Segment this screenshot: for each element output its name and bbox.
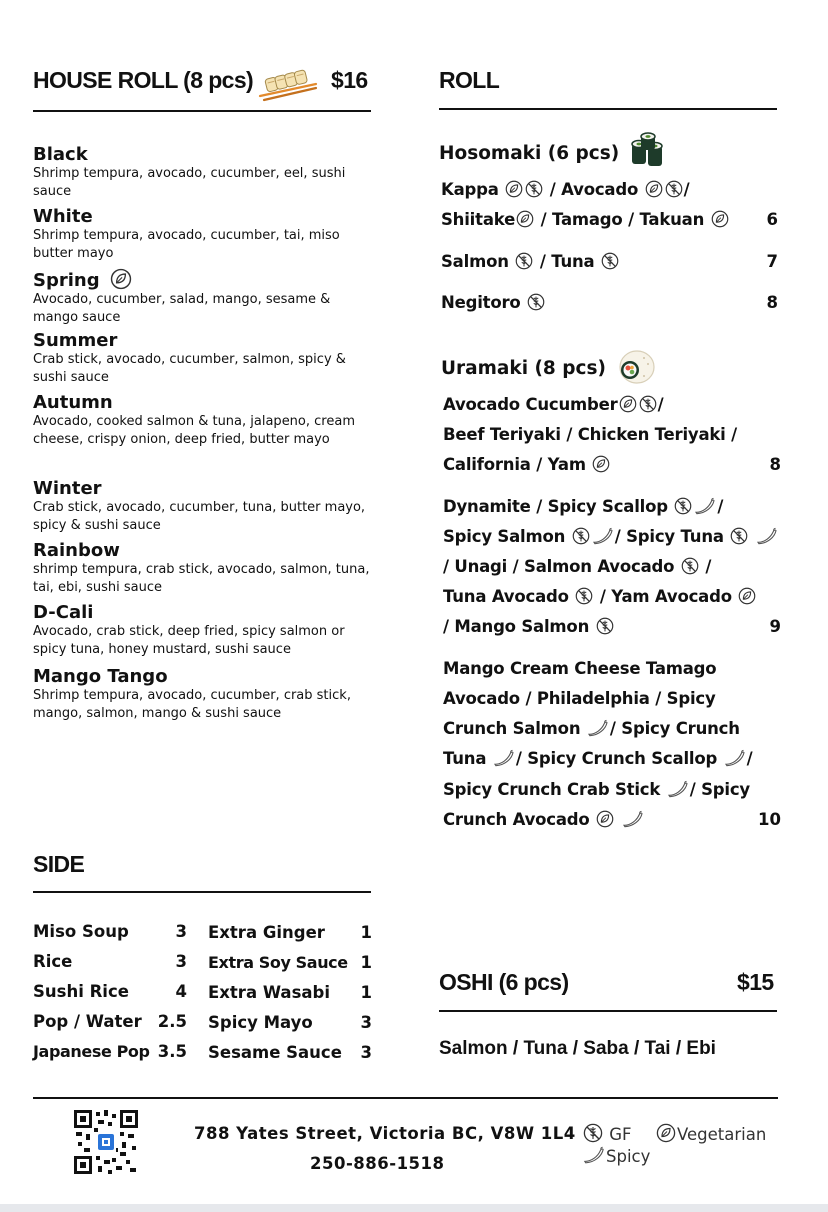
hosomaki-price-2: 7	[766, 252, 778, 271]
spicy-icon	[583, 1145, 605, 1165]
spicy-icon	[756, 527, 778, 545]
gluten-free-icon	[525, 180, 543, 198]
gluten-free-icon	[575, 587, 593, 605]
uramaki-line-10: Avocado / Philadelphia / Spicy	[443, 689, 716, 708]
item-name: D-Cali	[33, 602, 94, 623]
spicy-icon	[622, 810, 644, 828]
item-spicy-crunch-scallop: / Spicy Crunch Scallop	[515, 749, 718, 768]
item-spicy-salmon: Spicy Salmon	[443, 527, 566, 546]
item-tuna-avocado: Tuna Avocado	[443, 587, 569, 606]
side-item-price: 3.5	[157, 1042, 187, 1061]
item-negitoro: Negitoro	[441, 293, 521, 312]
gluten-free-icon	[596, 617, 614, 635]
item-tuna: / Tuna	[539, 252, 595, 271]
separator: /	[746, 749, 753, 768]
item-description: Crab stick, avocado, cucumber, salmon, spicy & sushi sauce	[33, 352, 346, 385]
gluten-free-icon	[601, 252, 619, 270]
item-salmon: Salmon	[441, 252, 509, 271]
spicy-icon	[592, 527, 614, 545]
item-description: Shrimp tempura, avocado, cucumber, eel, sushi sauce	[33, 166, 346, 199]
side-item-name: Extra Wasabi	[208, 983, 330, 1002]
vegetarian-icon	[711, 210, 729, 228]
item-name: Rainbow	[33, 540, 120, 561]
oshi-items: Salmon / Tuna / Saba / Tai / Ebi	[439, 1038, 716, 1059]
item-description: Shrimp tempura, avocado, cucumber, crab stick, mango, salmon, mango & sushi sauce	[33, 688, 351, 721]
item-avocado-cucumber: Avocado Cucumber	[443, 395, 618, 414]
hosomaki-title: Hosomaki (6 pcs)	[439, 143, 620, 164]
vegetarian-icon	[505, 180, 523, 198]
uramaki-line-8	[443, 617, 615, 636]
item-dynamite-scallop: Dynamite / Spicy Scallop	[443, 497, 668, 516]
side-item-name: Sushi Rice	[33, 982, 129, 1001]
uramaki-line-6	[443, 557, 711, 576]
item-crunch-salmon: Crunch Salmon	[443, 719, 581, 738]
gluten-free-icon	[583, 1123, 603, 1143]
gluten-free-icon	[572, 527, 590, 545]
footer-phone: 250-886-1518	[310, 1154, 445, 1173]
gluten-free-icon	[639, 395, 657, 413]
item-name: Summer	[33, 330, 118, 351]
side-item-name: Sesame Sauce	[208, 1043, 342, 1062]
item-description: Avocado, crab stick, deep fried, spicy salmon or spicy tuna, honey mustard, sushi sauce	[33, 624, 345, 657]
hosomaki-line-4	[441, 293, 546, 312]
item-yam-avocado: / Yam Avocado	[599, 587, 732, 606]
vegetarian-icon	[596, 810, 614, 828]
uramaki-roll-icon	[614, 348, 656, 386]
side-item-price: 1	[360, 923, 372, 942]
side-item-name: Japanese Pop	[33, 1042, 150, 1061]
uramaki-line-5	[443, 527, 779, 546]
side-item-name: Extra Ginger	[208, 923, 325, 942]
house-roll-item	[33, 206, 378, 268]
house-roll-list	[33, 144, 378, 722]
item-tuna: Tuna	[443, 749, 487, 768]
separator: /	[657, 395, 664, 414]
item-shiitake: Shiitake	[441, 210, 516, 229]
separator: /	[683, 180, 690, 199]
gluten-free-icon	[730, 527, 748, 545]
hosomaki-line-1	[441, 180, 689, 199]
qr-code-icon[interactable]	[74, 1110, 138, 1174]
uramaki-line-9: Mango Cream Cheese Tamago	[443, 659, 717, 678]
vegetarian-icon	[656, 1123, 676, 1143]
vegetarian-icon	[619, 395, 637, 413]
vegetarian-icon	[738, 587, 756, 605]
vegetarian-icon	[516, 210, 534, 228]
item-description: Avocado, cucumber, salad, mango, sesame & mango sauce	[33, 292, 331, 325]
separator: /	[705, 557, 712, 576]
item-description: Shrimp tempura, avocado, cucumber, tai, miso butter mayo	[33, 228, 340, 261]
item-unagi-salmon-avocado: / Unagi / Salmon Avocado	[443, 557, 675, 576]
gluten-free-icon	[515, 252, 533, 270]
oshi-price: $15	[737, 969, 774, 995]
oshi-title: OSHI (6 pcs)	[439, 969, 569, 995]
item-crunch-avocado: Crunch Avocado	[443, 810, 590, 829]
gluten-free-icon	[674, 497, 692, 515]
house-roll-divider	[33, 110, 371, 112]
item-kappa: Kappa	[441, 180, 499, 199]
item-name: Spring	[33, 270, 100, 291]
uramaki-price-2: 9	[769, 617, 781, 636]
item-description: Avocado, cooked salmon & tuna, jalapeno, cream cheese, crispy onion, deep fried, butter mayo	[33, 414, 355, 447]
side-item-name: Miso Soup	[33, 922, 129, 941]
gluten-free-icon	[527, 293, 545, 311]
uramaki-line-7	[443, 587, 757, 606]
hosomaki-price-3: 8	[766, 293, 778, 312]
hosomaki-price-1: 6	[766, 210, 778, 229]
item-name: Black	[33, 144, 88, 165]
side-item-price: 3	[175, 952, 187, 971]
item-tamago-takuan: / Tamago / Takuan	[540, 210, 705, 229]
spicy-icon	[587, 719, 609, 737]
house-roll-title: HOUSE ROLL (8 pcs)	[33, 67, 254, 93]
item-spicy-tuna: / Spicy Tuna	[614, 527, 724, 546]
item-name: Autumn	[33, 392, 113, 413]
uramaki-price-3: 10	[758, 810, 781, 829]
spicy-icon	[493, 749, 515, 767]
item-name: White	[33, 206, 93, 227]
item-description: Crab stick, avocado, cucumber, tuna, butter mayo, spicy & sushi sauce	[33, 500, 366, 533]
hosomaki-line-2	[441, 210, 730, 229]
house-roll-price: $16	[331, 67, 368, 93]
item-name: Mango Tango	[33, 666, 168, 687]
uramaki-line-13	[443, 780, 750, 799]
item-spicy-crunch: / Spicy Crunch	[609, 719, 740, 738]
roll-title: ROLL	[439, 67, 500, 93]
item-california-yam: California / Yam	[443, 455, 586, 474]
house-roll-item	[33, 478, 378, 540]
uramaki-line-14	[443, 810, 645, 829]
house-roll-item	[33, 268, 378, 330]
house-roll-item	[33, 540, 378, 602]
hosomaki-line-3	[441, 252, 620, 271]
side-item-price: 3	[360, 1043, 372, 1062]
legend-gf-label: GF	[609, 1125, 632, 1144]
item-spicy: / Spicy	[689, 780, 750, 799]
oshi-divider	[439, 1010, 777, 1012]
uramaki-line-12	[443, 749, 752, 768]
legend-gf	[582, 1123, 632, 1144]
separator: /	[717, 497, 724, 516]
gluten-free-icon	[665, 180, 683, 198]
side-item-price: 3	[360, 1013, 372, 1032]
item-name: Winter	[33, 478, 102, 499]
side-item-price: 3	[175, 922, 187, 941]
house-roll-item	[33, 392, 378, 478]
item-avocado: / Avocado	[549, 180, 639, 199]
spicy-icon	[694, 497, 716, 515]
house-roll-item	[33, 144, 378, 206]
vegetarian-icon	[592, 455, 610, 473]
legend-spicy	[582, 1145, 650, 1166]
bottom-edge-bar	[0, 1204, 828, 1212]
house-roll-item	[33, 602, 378, 666]
footer-address: 788 Yates Street, Victoria BC, V8W 1L4	[194, 1124, 576, 1143]
uramaki-line-3	[443, 455, 611, 474]
side-item-name: Spicy Mayo	[208, 1013, 313, 1032]
roll-divider	[439, 108, 777, 110]
footer-divider	[33, 1097, 778, 1099]
side-item-name: Pop / Water	[33, 1012, 142, 1031]
item-spicy-crunch-crab: Spicy Crunch Crab Stick	[443, 780, 661, 799]
side-divider	[33, 891, 371, 893]
item-description: shrimp tempura, crab stick, avocado, salmon, tuna, tai, ebi, sushi sauce	[33, 562, 370, 595]
side-item-price: 1	[360, 983, 372, 1002]
vegetarian-icon	[110, 268, 132, 290]
side-item-name: Rice	[33, 952, 73, 971]
uramaki-price-1: 8	[769, 455, 781, 474]
uramaki-title: Uramaki (8 pcs)	[441, 358, 606, 379]
gluten-free-icon	[681, 557, 699, 575]
side-item-price: 2.5	[157, 1012, 187, 1031]
uramaki-line-2: Beef Teriyaki / Chicken Teriyaki /	[443, 425, 738, 444]
house-roll-item	[33, 330, 378, 392]
spicy-icon	[667, 780, 689, 798]
uramaki-line-4	[443, 497, 723, 516]
vegetarian-icon	[645, 180, 663, 198]
sushi-chopsticks-icon	[258, 66, 318, 104]
side-item-price: 4	[175, 982, 187, 1001]
legend-vegetarian-label: Vegetarian	[677, 1125, 767, 1144]
legend-vegetarian	[655, 1123, 766, 1144]
uramaki-line-11	[443, 719, 740, 738]
house-roll-item	[33, 666, 378, 722]
legend-spicy-label: Spicy	[606, 1147, 651, 1166]
item-mango-salmon: / Mango Salmon	[443, 617, 590, 636]
uramaki-line-1	[443, 395, 663, 414]
spicy-icon	[724, 749, 746, 767]
side-item-name: Extra Soy Sauce	[208, 953, 348, 972]
hosomaki-roll-icon	[630, 132, 666, 168]
side-title: SIDE	[33, 851, 85, 877]
side-item-price: 1	[360, 953, 372, 972]
